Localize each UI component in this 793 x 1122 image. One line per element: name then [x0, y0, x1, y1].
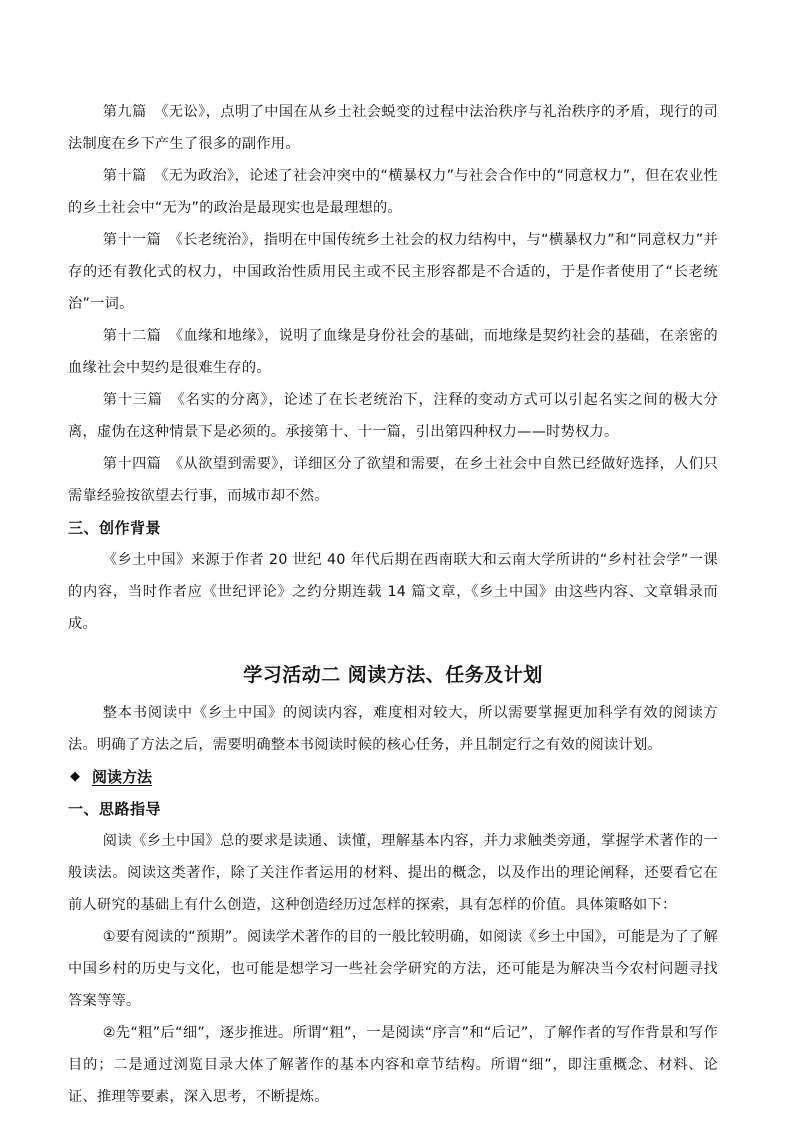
reading-method-label: 阅读方法	[92, 768, 153, 786]
activity-title: 学习活动二 阅读方法、任务及计划	[243, 664, 543, 686]
chapter-summary-13: 第十三篇 《名实的分离》，论述了在长老统治下，注释的变动方式可以引起名实之间的极大分离，虚伪在这种情景下是必须的。承接第十、十一篇，引出第四种权力——时势权力。	[68, 392, 718, 440]
section-heading-guidance: 一、思路指导	[68, 800, 162, 818]
chapter-summary-11: 第十一篇 《长老统治》，指明在中国传统乡土社会的权力结构中，与“横暴权力”和“同意权力”并存的还有教化式的权力，中国政治性质用民主或不民主形容都是不合适的，于是作者使用了“长老统治”一词。	[68, 232, 718, 312]
guidance-paragraph-3: ②先“粗”后“细”，逐步推进。所谓“粗”，一是阅读“序言”和“后记”，了解作者的写作背景和写作目的；二是通过浏览目录大体了解著作的基本内容和章节结构。所谓“细”，即注重概念、材料、论证、推理等要素，深入思考，不断提炼。	[68, 1025, 718, 1105]
document-content	[68, 96, 718, 1113]
chapter-summary-9: 第九篇 《无讼》，点明了中国在从乡土社会蜕变的过程中法治秩序与礼治秩序的矛盾，现行的司法制度在乡下产生了很多的副作用。	[68, 104, 718, 152]
reading-method-heading	[68, 761, 718, 793]
chapter-summary-12: 第十二篇 《血缘和地缘》，说明了血缘是身份社会的基础，而地缘是契约社会的基础，在亲密的血缘社会中契约是很难生存的。	[68, 328, 718, 376]
activity-intro: 整本书阅读中《乡土中国》的阅读内容，难度相对较大，所以需要掌握更加科学有效的阅读方法。明确了方法之后，需要明确整本书阅读时候的核心任务，并且制定行之有效的阅读计划。	[68, 705, 718, 753]
guidance-paragraph-1: 阅读《乡土中国》总的要求是读通、读懂，理解基本内容，并力求触类旁通，掌握学术著作的一般读法。阅读这类著作，除了关注作者运用的材料、提出的概念，以及作出的理论阐释，还要看它在前人研究的基础上有什么创造，这种创造经历过怎样的探索，具有怎样的价值。具体策略如下：	[68, 833, 718, 913]
chapter-summary-14: 第十四篇 《从欲望到需要》，详细区分了欲望和需要，在乡土社会中自然已经做好选择，人们只需靠经验按欲望去行事，而城市却不然。	[68, 456, 718, 504]
chapter-summary-10: 第十篇 《无为政治》，论述了社会冲突中的“横暴权力”与社会合作中的“同意权力”，但在农业性的乡土社会中“无为”的政治是最现实也是最理想的。	[68, 168, 718, 216]
guidance-paragraph-2: ①要有阅读的“预期”。阅读学术著作的目的一般比较明确，如阅读《乡土中国》，可能是为了了解中国乡村的历史与文化，也可能是想学习一些社会学研究的方法，还可能是为解决当今农村问题寻找答案等等。	[68, 929, 718, 1009]
diamond-bullet-icon: ◆	[70, 769, 80, 784]
background-paragraph: 《乡土中国》来源于作者 20 世纪 40 年代后期在西南联大和云南大学所讲的“乡村社会学”一课的内容，当时作者应《世纪评论》之约分期连载 14 篇文章，《乡土中国》由这些内容、文章辑录而成。	[68, 552, 718, 632]
section-heading-background: 三、创作背景	[68, 519, 162, 537]
